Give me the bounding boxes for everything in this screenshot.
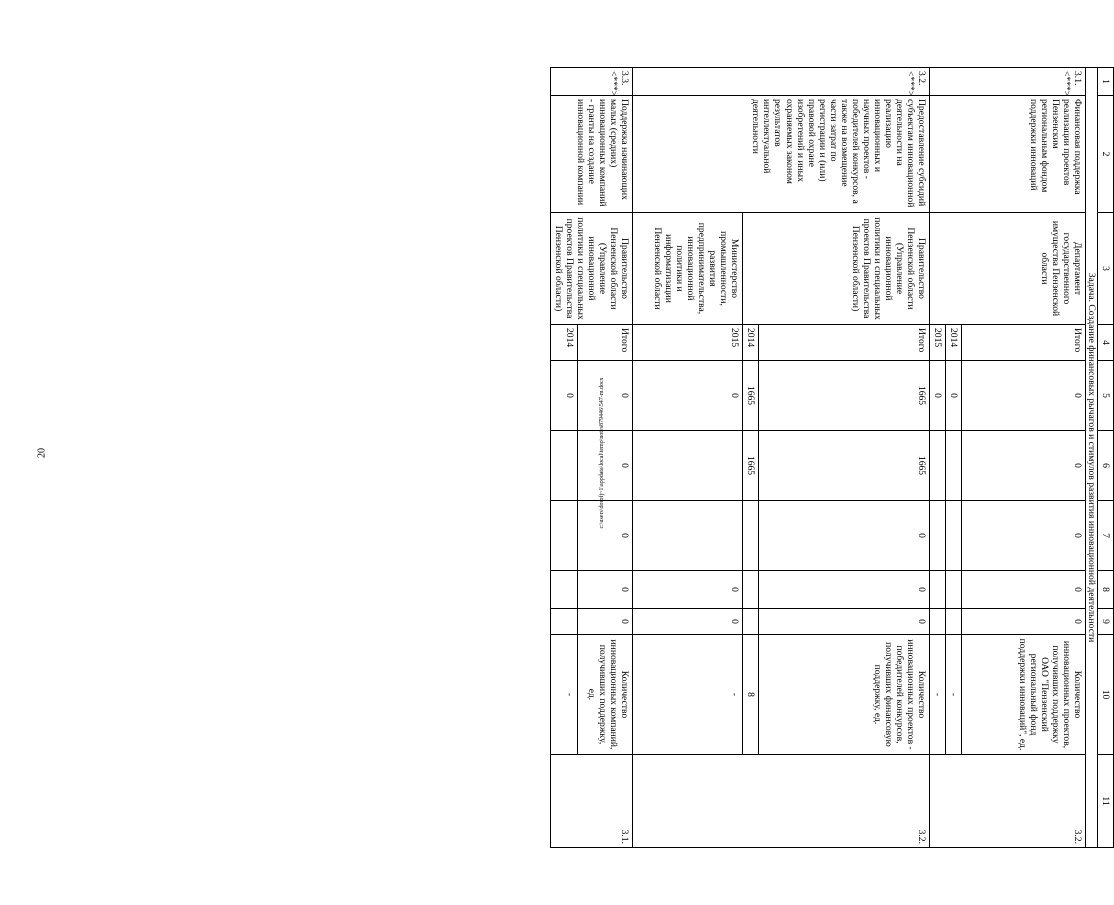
indicator: Количество инновационных проектов - победителей конкурсов, получивших финансовую поддержку, ед.	[758, 635, 929, 755]
indicator-value: -	[945, 635, 961, 755]
header-cell: 1	[1098, 68, 1114, 96]
value-cell: 0	[961, 609, 1085, 635]
executor: Правительство Пензенской области (Управление инновационной политики и специальных проектов Правительства Пензенской области)	[550, 213, 632, 325]
value-cell: 0	[961, 571, 1085, 609]
year-cell: 2015	[929, 325, 945, 361]
table-row	[961, 68, 1085, 848]
indicator-value: -	[550, 635, 577, 755]
year-cell: 2014	[550, 325, 577, 361]
value-cell: 0	[961, 361, 1085, 431]
value-cell: 0	[758, 501, 929, 571]
header-cell: 3	[1098, 213, 1114, 325]
program-table	[550, 67, 1114, 848]
header-row	[1098, 68, 1114, 848]
value-cell: 1665	[758, 431, 929, 501]
value-cell: 0	[577, 431, 632, 501]
header-cell: 5	[1098, 361, 1114, 431]
reference: 3.2.	[929, 755, 1085, 848]
indicator: Количество инновационных проектов, получивших поддержку ОАО "Пензенский региональный фонд поддержки инноваций", ед.	[961, 635, 1085, 755]
header-cell: 8	[1098, 571, 1114, 609]
measure-name: Поддержка начинающих малых (средних) инновационных компаний - гранты на создание инновационной компании	[550, 96, 632, 213]
year-cell: 2015	[632, 325, 742, 361]
indicator-value: -	[632, 635, 742, 755]
indicator: Количество инновационных компаний, получивших поддержку, ед.	[577, 635, 632, 755]
value-cell: 1665	[758, 361, 929, 431]
value-cell: 0	[632, 361, 742, 431]
indicator-value: -	[929, 635, 945, 755]
header-cell: 11	[1098, 755, 1114, 848]
value-cell: 0	[632, 571, 742, 609]
executor: Правительство Пензенской области (Управление инновационной политики и специальных проектов Правительства Пензенской области)	[742, 213, 929, 325]
header-cell: 10	[1098, 635, 1114, 755]
year-cell: 2014	[945, 325, 961, 361]
header-cell: 7	[1098, 501, 1114, 571]
header-cell: 4	[1098, 325, 1114, 361]
rotated-table-wrapper	[552, 67, 1114, 847]
value-cell: 0	[632, 609, 742, 635]
value-cell: 0	[577, 361, 632, 431]
measure-name: Предоставление субсидий субъектам инновационной деятельности на реализацию инновационных и научных проектов - победителей конкурсов, а также на возмещение части затрат по регистрации и (или) правовой охране изобретений и иных охраняемых законом результатов интеллектуальной деятельности	[632, 96, 929, 213]
header-cell: 6	[1098, 431, 1114, 501]
header-cell: 2	[1098, 96, 1114, 213]
executor: Департамент государственного имущества Пензенской области	[929, 213, 1085, 325]
page-number: 20	[36, 448, 48, 458]
value-cell: 0	[929, 361, 945, 431]
value-cell: 0	[577, 571, 632, 609]
value-cell: 0	[758, 571, 929, 609]
reference: 3.1.	[550, 755, 632, 848]
indicator-value: 8	[742, 635, 758, 755]
measure-name: Финансовая поддержка реализации проектов Пензенским региональным фондом поддержки инноваций	[929, 96, 1085, 213]
row-number: 3.3. <***>	[550, 68, 632, 96]
task-row	[1085, 68, 1097, 848]
value-cell: 0	[945, 361, 961, 431]
year-cell: Итого	[577, 325, 632, 361]
value-cell: 1665	[742, 431, 758, 501]
task-title: Задача. Создание финансовых рычагов и стимулов развития инновационной деятельности	[1085, 68, 1097, 848]
executor: Министерство промышленности, развития предпринимательства, инновационной политики и информатизации Пензенской области	[632, 213, 742, 325]
value-cell: 1665	[742, 361, 758, 431]
value-cell: 0	[577, 609, 632, 635]
value-cell: 0	[577, 501, 632, 571]
table-row	[758, 68, 929, 848]
row-number: 3.1. <***>	[929, 68, 1085, 96]
value-cell: 0	[550, 361, 577, 431]
value-cell: 0	[961, 431, 1085, 501]
year-cell: Итого	[961, 325, 1085, 361]
reference: 3.2.	[632, 755, 929, 848]
header-cell: 9	[1098, 609, 1114, 635]
value-cell: 0	[961, 501, 1085, 571]
year-cell: Итого	[758, 325, 929, 361]
value-cell: 0	[758, 609, 929, 635]
row-number: 3.2. <***>	[632, 68, 929, 96]
file-path-footer: c:\users\dorofj~1\appdata\local\temp\notes879446\547-m.docx	[599, 377, 605, 529]
year-cell: 2014	[742, 325, 758, 361]
